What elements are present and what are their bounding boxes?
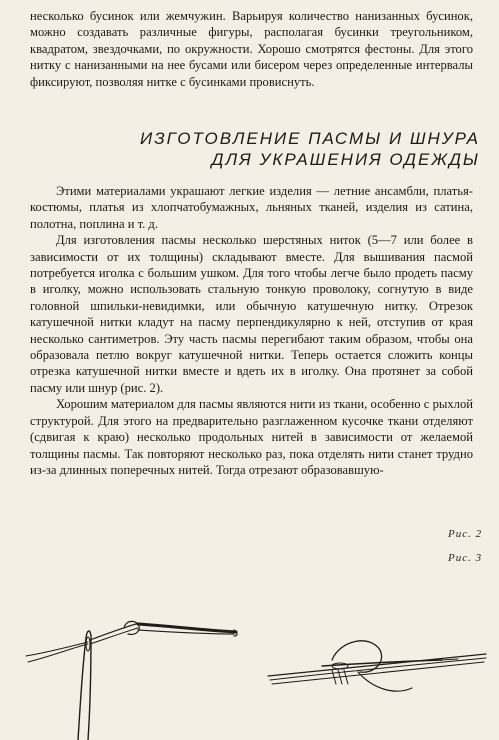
section-heading-line-2: ДЛЯ УКРАШЕНИЯ ОДЕЖДЫ — [211, 150, 480, 169]
paragraph-1: Этими материалами украшают легкие изделия — летние ансамбли, платья-костюмы, платья из хлопчатобумажных, льняных тканей, изделия из сатина, полотна, поплина и т. д. — [30, 184, 473, 231]
figure-2-label: Рис. 2 — [448, 528, 483, 540]
body-text-block — [30, 183, 473, 478]
paragraph-2: Для изготовления пасмы несколько шерстяных ниток (5—7 или более в зависимости от их толщины) складывают вместе. Для вышивания пасмой потребуется иголка с большим ушком. Для того чтобы легче было продеть пасму в иголку, можно использовать стальную тонкую проволоку, согнутую в виде головной шпильки-невидимки, или обычную катушечную нитку. Отрезок катушечной нитки кладут на пасму перпендикулярно к ней, отступив от края несколько сантиметров. Эту часть пасмы перегибают таким образом, чтобы она образовала петлю вокруг катушечной нитки. Теперь остается сложить концы отрезка катушечной нитки вместе и вдеть их в иголку. Она протянет за собой пасму или шнур (рис. 2). — [30, 233, 473, 395]
figure-3-label: Рис. 3 — [448, 552, 483, 564]
top-paragraph: несколько бусинок или жемчужин. Варьируя количество нанизанных бусинок, можно создавать различные фигуры, располагая бусинки треугольником, квадратом, звездочками, по окружности. Хорошо смотрятся фестоны. Для этого нитку с нанизанными на нее бусами или бисером через определенные интервалы фиксируют, позволяя нитке с бусинками провиснуть. — [30, 9, 473, 89]
top-paragraph-block — [30, 8, 473, 90]
section-heading — [128, 128, 480, 170]
section-heading-line-1: ИЗГОТОВЛЕНИЕ ПАСМЫ И ШНУРА — [140, 129, 480, 148]
figure-3-needle-illustration — [262, 600, 492, 740]
paragraph-3: Хорошим материалом для пасмы являются нити из ткани, особенно с рыхлой структурой. Для этого на предварительно разглаженном кусочке ткани отделяют (сдвигая к краю) несколько продольных нитей в зависимости от желаемой толщины пасмы. Так повторяют несколько раз, пока отделять нити станет трудно из-за длинных поперечных нитей. Тогда отрезают образовавшую- — [30, 397, 473, 477]
figure-2-needle-illustration — [20, 600, 250, 740]
